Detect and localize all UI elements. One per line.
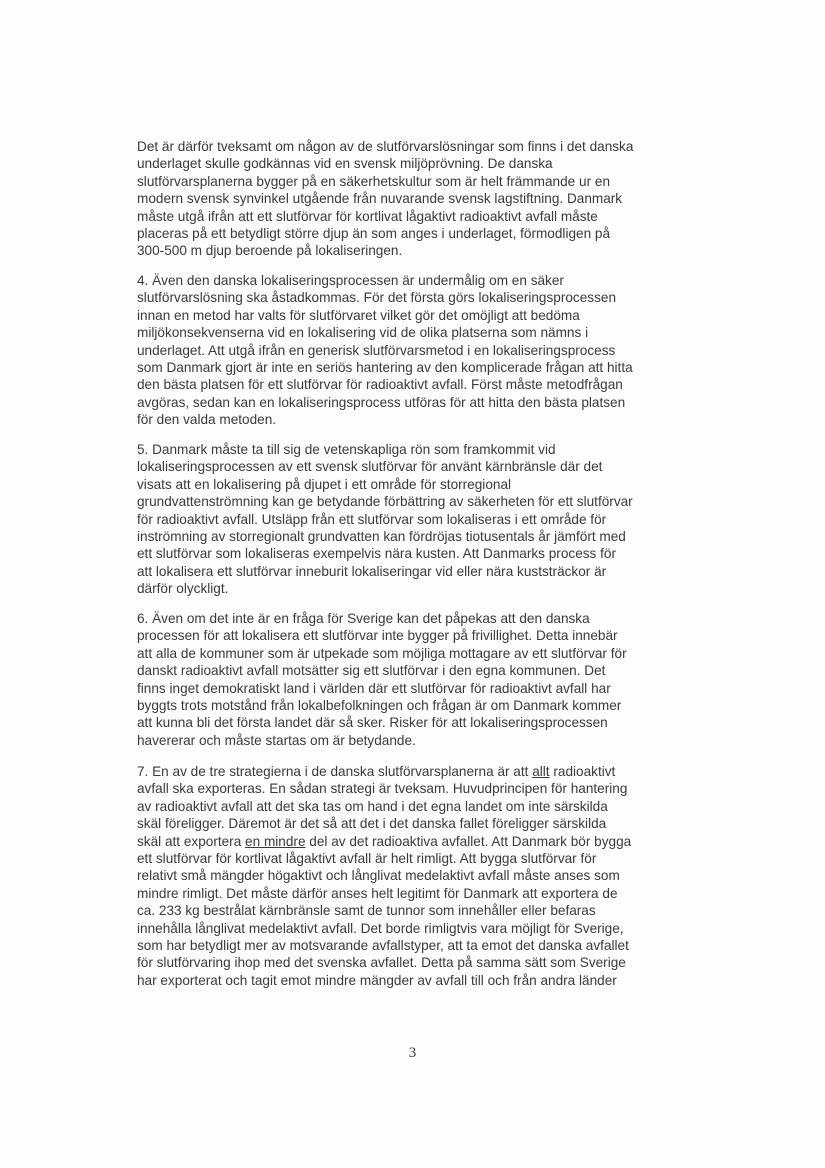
text-segment: innehålla långlivat medelaktivt avfall. Det borde rimligtvis vara möjligt för Sverige, [137, 920, 624, 936]
text-segment: radioaktivt [549, 764, 616, 779]
text-segment: 7. En av de tre strategierna i de danska slutförvarsplanerna är att [137, 764, 533, 779]
underlined-text: allt [532, 764, 550, 779]
text-line: placeras på ett betydligt större djup än som anges i underlaget, förmodligen på [137, 226, 611, 242]
text-segment: som har betydligt mer av motsvarande avfallstyper, att ta emot det danska avfallet [137, 938, 629, 954]
text-line [137, 920, 707, 937]
text-segment: har exporterat och tagit emot mindre mängder av avfall till och från andra länder [137, 972, 617, 988]
page-number: 3 [408, 1045, 417, 1061]
text-segment: skäl föreligger. Däremot är det så att det i det danska fallet föreligger särskilda [137, 816, 607, 832]
text-line: processen för att lokalisera ett slutförvar inte bygger på frivillighet. Detta innebär [137, 628, 618, 644]
text-line: visats att en lokalisering på djupet i ett område för storregional [137, 476, 512, 492]
underlined-text: en [245, 833, 264, 849]
text-line: att lokalisera ett slutförvar inneburit lokaliseringar vid eller nära kuststräckor är [137, 563, 607, 579]
text-line [137, 833, 707, 850]
text-line: grundvattenströmning kan ge betydande förbättring av säkerheten för ett slutförvar [137, 494, 633, 510]
text-line: byggts trots motstånd från lokalbefolkningen och frågan är om Danmark kommer [137, 698, 622, 714]
text-line: lokaliseringsprocessen av ett svensk slutförvar för använt kärnbränsle där det [137, 459, 603, 475]
text-line: för radioaktivt avfall. Utsläpp från ett slutförvar som lokaliseras i ett område för [137, 511, 607, 527]
text-line: den bästa platsen för ett slutförvar för radioaktivt avfall. Först måste metodfrågan [137, 377, 623, 393]
paragraph-point-4 [137, 272, 707, 429]
text-line: ett slutförvar som lokaliseras exempelvis nära kusten. Att Danmarks process för [137, 546, 616, 562]
paragraph-point-5 [137, 441, 707, 598]
text-line: för den valda metoden. [137, 412, 277, 428]
text-line: som Danmark gjort är inte en seriös hantering av den komplicerade frågan att hitta [137, 360, 633, 376]
text-line: att alla de kommuner som är utpekade som möjliga mottagare av ett slutförvar för [137, 645, 627, 661]
text-line: avgöras, sedan kan en lokaliseringsprocess utföras för att hitta den bästa platsen [137, 394, 626, 410]
paragraph-point-7 [137, 763, 707, 989]
text-line: finns inget demokratiskt land i världen där ett slutförvar för radioaktivt avfall har [137, 680, 611, 696]
text-line: måste utgå ifrån att ett slutförvar för kortlivat lågaktivt radioaktivt avfall måste [137, 208, 598, 224]
text-line: havererar och måste startas om är betydande. [137, 732, 416, 748]
text-line: slutförvarslösning ska åstadkommas. För det första görs lokaliseringsprocessen [137, 290, 617, 306]
underlined-text: mindre [263, 833, 306, 849]
text-line: danskt radioaktivt avfall motsätter sig ett slutförvar i den egna kommunen. Det [137, 663, 606, 679]
text-line [137, 780, 707, 797]
text-line: inströmning av storregionalt grundvatten kan fördröjas tiotusentals år jämfört med [137, 529, 626, 545]
text-line: 5. Danmark måste ta till sig de vetenskapliga rön som framkommit vid [137, 442, 556, 457]
text-line: miljökonsekvenserna vid en lokalisering vid de olika platserna som nämns i [137, 325, 589, 341]
paragraph-intro [137, 138, 707, 260]
text-line [137, 937, 707, 954]
text-segment: avfall ska exporteras. En sådan strategi är tveksam. Huvudprincipen för hantering [137, 781, 628, 797]
text-segment: del av det radioaktiva avfallet. Att Danmark bör bygga [305, 833, 632, 849]
text-segment: för slutförvaring ihop med det svenska avfallet. Detta på samma sätt som Sverige [137, 955, 626, 971]
text-line: att kunna bli det första landet där så sker. Risker för att lokaliseringsprocessen [137, 715, 608, 731]
text-line: 300-500 m djup beroende på lokaliseringen. [137, 243, 403, 259]
text-segment: skäl att exportera [137, 833, 246, 849]
text-line: underlaget. Att utgå ifrån en generisk slutförvarsmetod i en lokaliseringsprocess [137, 342, 616, 358]
text-line: underlaget skulle godkännas vid en svensk miljöprövning. De danska [137, 156, 553, 172]
text-line [137, 972, 707, 989]
text-line [137, 798, 707, 815]
text-line [137, 885, 707, 902]
text-line [137, 815, 707, 832]
text-line: 4. Även den danska lokaliseringsprocessen är undermålig om en säker [137, 273, 564, 288]
text-line [137, 902, 707, 919]
text-line [137, 850, 707, 867]
text-line: slutförvarsplanerna bygger på en säkerhetskultur som är helt främmande ur en [137, 173, 611, 189]
text-line [137, 954, 707, 971]
paragraph-point-6 [137, 610, 707, 749]
text-line [137, 867, 707, 884]
text-segment: av radioaktivt avfall att det ska tas om hand i det egna landet om inte särskilda [137, 798, 608, 814]
text-line: innan en metod har valts för slutförvaret vilket gör det omöjligt att bedöma [137, 307, 580, 323]
text-segment: relativt små mängder högaktivt och långlivat medelaktivt avfall måste anses som [137, 868, 620, 884]
text-line: modern svensk synvinkel utgående från nuvarande svensk lagstiftning. Danmark [137, 191, 623, 207]
text-line: Det är därför tveksamt om någon av de slutförvarslösningar som finns i det danska [137, 139, 634, 154]
text-segment: mindre rimligt. Det måste därför anses helt legitimt för Danmark att exportera de [137, 885, 618, 901]
text-segment: ca. 233 kg bestrålat kärnbränsle samt de tunnor som innehåller eller befaras [137, 903, 596, 919]
text-line: 6. Även om det inte är en fråga för Sverige kan det påpekas att den danska [137, 611, 590, 626]
text-line [137, 763, 707, 780]
text-segment: ett slutförvar för kortlivat lågaktivt avfall är helt rimligt. Att bygga slutförvar för [137, 851, 597, 867]
text-line: därför olyckligt. [137, 581, 229, 597]
